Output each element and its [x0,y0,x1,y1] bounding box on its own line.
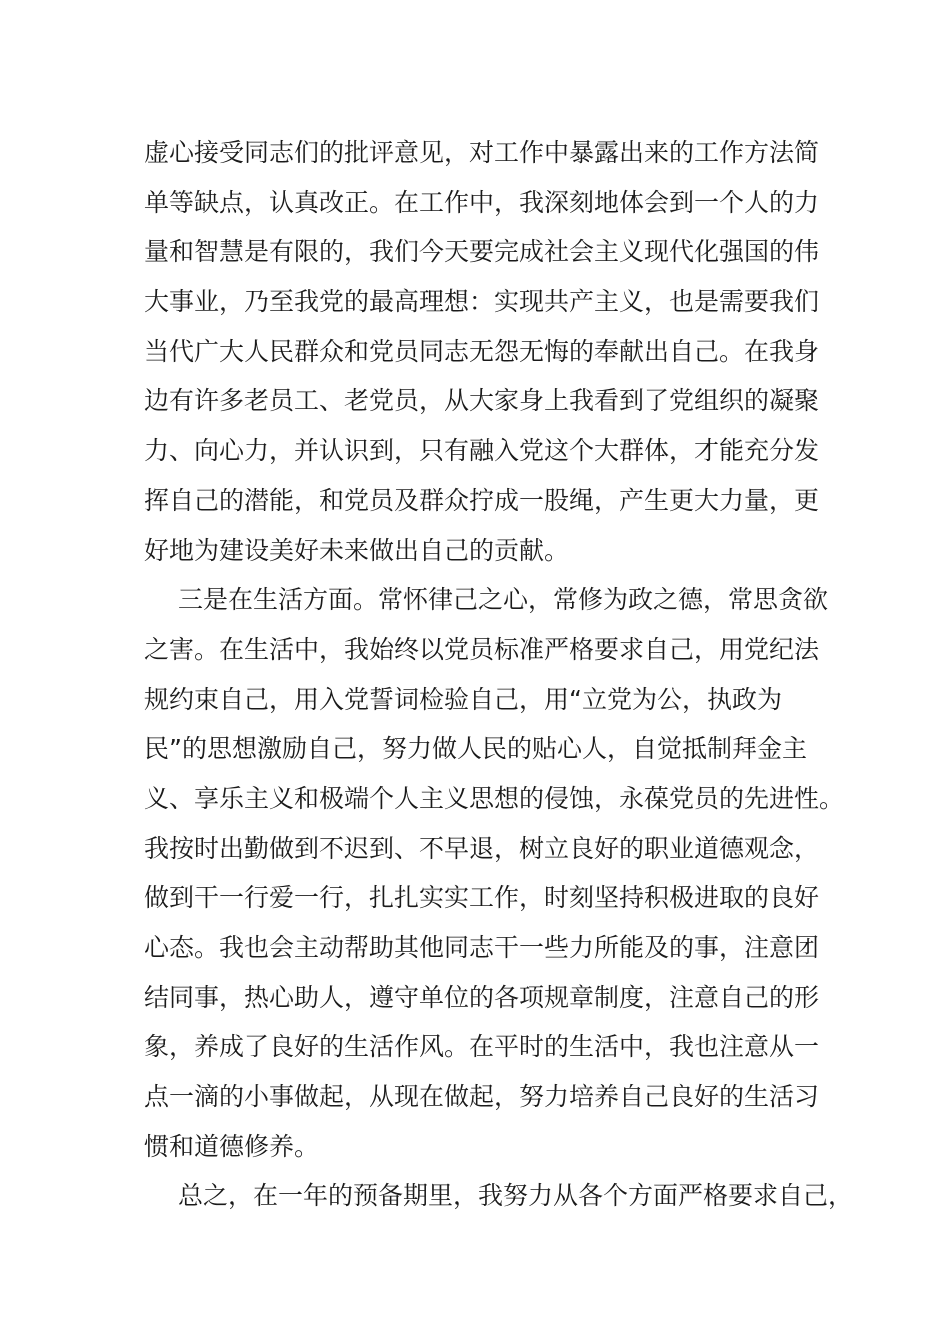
text-line: 之害。在生活中，我始终以党员标准严格要求自己，用党纪法 [144,634,820,664]
text-line: 边有许多老员工、老党员，从大家身上我看到了党组织的凝聚 [144,386,820,416]
body-text [144,128,854,1221]
paragraph-start-line: 三是在生活方面。常怀律己之心，常修为政之德，常思贪欲 [178,585,829,615]
text-line: 点一滴的小事做起，从现在做起，努力培养自己良好的生活习 [144,1082,820,1112]
text-line: 单等缺点，认真改正。在工作中，我深刻地体会到一个人的力 [144,187,820,217]
text-line: 象，养成了良好的生活作风。在平时的生活中，我也注意从一 [144,1032,820,1062]
text-line: 做到干一行爱一行，扎扎实实工作，时刻坚持积极进取的良好 [144,883,820,913]
text-line: 我按时出勤做到不迟到、不早退，树立良好的职业道德观念， [144,833,820,863]
text-line: 义、享乐主义和极端个人主义思想的侵蚀，永葆党员的先进性。 [144,783,845,813]
paragraph-start-line: 总之，在一年的预备期里，我努力从各个方面严格要求自己， [178,1181,854,1211]
text-line: 当代广大人民群众和党员同志无怨无悔的奉献出自己。在我身 [144,336,820,366]
text-line: 大事业，乃至我党的最高理想：实现共产主义，也是需要我们 [144,287,820,317]
text-line: 惯和道德修养。 [144,1131,320,1161]
text-line: 结同事，热心助人，遵守单位的各项规章制度，注意自己的形 [144,982,820,1012]
text-line: 虚心接受同志们的批评意见，对工作中暴露出来的工作方法简 [144,138,820,167]
text-line: 好地为建设美好未来做出自己的贡献。 [144,535,570,565]
text-line: 心态。我也会主动帮助其他同志干一些力所能及的事，注意团 [144,933,820,962]
text-line: 挥自己的潜能，和党员及群众拧成一股绳，产生更大力量，更 [144,485,820,515]
text-line: 量和智慧是有限的，我们今天要完成社会主义现代化强国的伟 [144,237,820,267]
text-line: 民”的思想激励自己，努力做人民的贴心人，自觉抵制拜金主 [144,734,807,764]
text-line: 力、向心力，并认识到，只有融入党这个大群体，才能充分发 [144,436,820,466]
text-line: 规约束自己，用入党誓词检验自己，用“立党为公，执政为 [144,684,782,714]
